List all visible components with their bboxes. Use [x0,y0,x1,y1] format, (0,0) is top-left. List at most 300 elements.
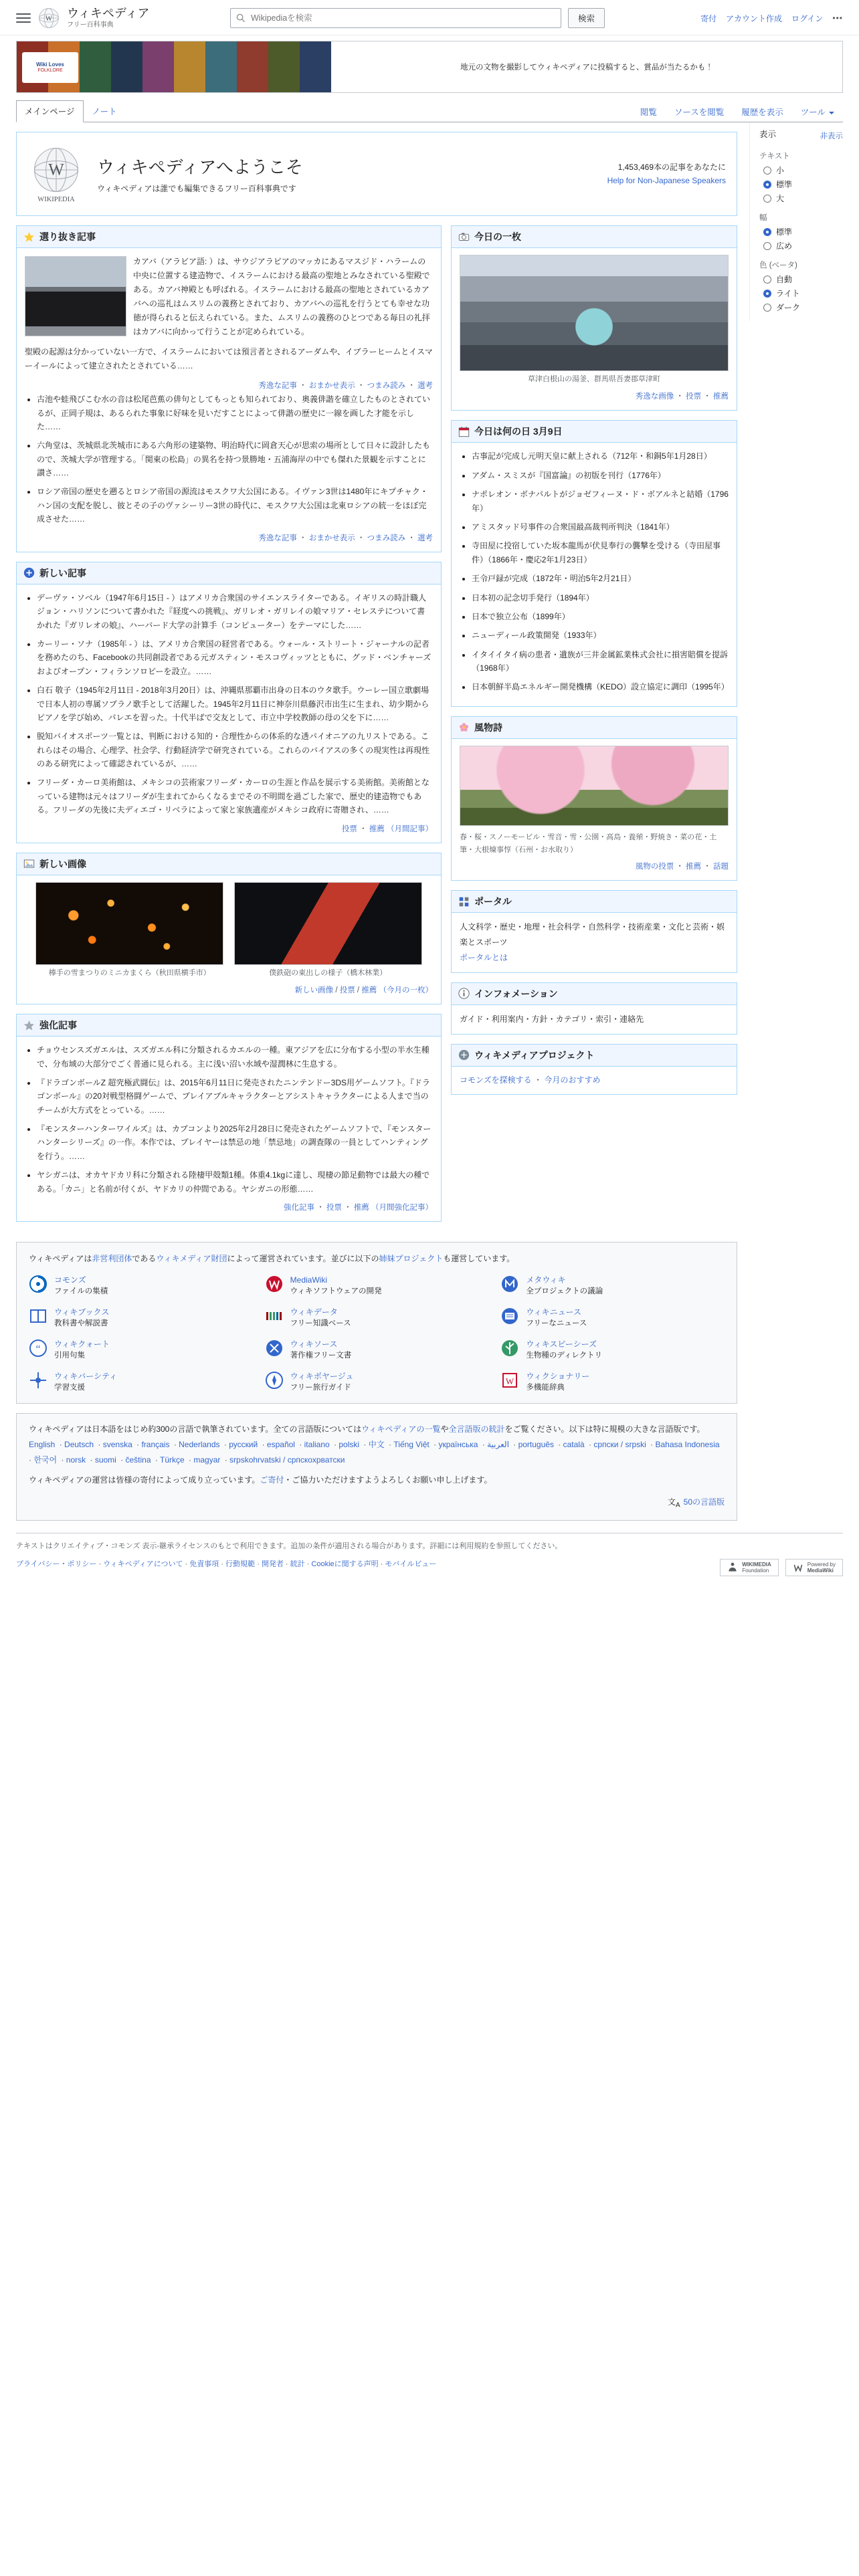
english-help-link[interactable]: Help for Non-Japanese Speakers [607,176,726,185]
sister-projects-link[interactable]: 姉妹プロジェクト [379,1254,444,1264]
appearance-header [759,128,843,144]
nonprofit-link[interactable]: 非営利団体 [92,1254,132,1264]
wiktionary-icon [500,1371,519,1390]
sister-name[interactable]: ウィキバーシティ [54,1371,118,1381]
radio-icon [763,304,771,312]
language-link[interactable]: polski [339,1439,360,1449]
language-link[interactable]: magyar [193,1455,221,1465]
portal-text: 人文科学・歴史・地理・社会科学・自然科学・技術産業・文化と芸術・娯楽とスポーツ [460,922,725,948]
footer-link-privacy[interactable]: プライバシー・ポリシー [16,1560,97,1569]
radio-icon [763,195,771,203]
article-count: 1,453,469本の記事をあなたに [617,162,726,172]
login-link[interactable]: ログイン [791,13,824,23]
link-seasonal-talk[interactable]: 話題 [713,863,729,871]
link-pic-vote[interactable]: 投票 [686,393,702,401]
sister-name[interactable]: ウィキブックス [54,1307,110,1317]
wikiquote-icon [29,1339,47,1358]
tab-main-page[interactable]: メインページ [16,100,84,122]
link-monthly[interactable]: （月間記事） [387,825,434,833]
puzzle-icon [458,1049,470,1061]
sister-name[interactable]: コモンズ [54,1275,86,1285]
list-item: • 白石 敬子（1945年2月11日 - 2018年3月20日）は、沖縄県那覇市出身の日本のウタ歌手。ウーレー国立歌劇場で日本人初の専属ソプラノ歌手として活躍した。1945年2月11日に神奈川県藤沢市出生に生まれ、幼少期からピアノを学び始め、パレエを習った。十代半ばで交友として、市立中学校教師の母の父を下に…… [37,683,433,724]
sister-project-item[interactable] [265,1275,489,1297]
new-images-body [17,875,441,1004]
sister-project-item[interactable] [500,1371,725,1394]
sister-desc: 教科書や解説書 [54,1319,108,1328]
sister-projects-intro [29,1252,725,1267]
flower-icon [458,722,470,733]
list-item: • フリーダ・カーロ美術館は、メキシコの芸術家フリーダ・カーロの生涯と作品を展示する美術館。美術館となっている建物は元々はフリーダが生まれてからくなるまでその不明間を過ごした家で、歴史的建造物でもある。フリーダの先後に夫ディエゴ・リベラによって家と家族遺産がメキシコ政府に寄贈され、…… [37,776,433,817]
appearance-title: 表示 [759,130,777,139]
list-item: • 古池や蛙飛びこむ水の音は松尾芭蕉の俳句としてもっとも知られており、奥義俳諧を確立したものとされているが、正岡子規は、あるられた事象に好味を見いだすことによって俳諧の歴史に一線を画した才能を示した…… [37,393,433,433]
link-good-vote[interactable]: 投票 [326,1204,342,1212]
wikipedia-globe-icon[interactable] [37,7,60,29]
link-monthly-pick[interactable]: 今月のおすすめ [544,1075,601,1085]
radio-icon [763,228,771,236]
otd-header [452,421,737,443]
appearance-group-text [759,150,843,204]
languages-or: や [440,1424,449,1434]
featured-article-card [16,225,442,552]
link-random[interactable]: おまかせ表示 [308,382,355,390]
new-articles-card [16,562,442,843]
option-label: 標準 [776,180,793,189]
featured-article-text: カアバ（アラビア語: ‎）は、サウジアラビアのマッカにあるマスジド・ハラームの中央に位置する建造物で、イスラームにおける最高の聖地とみなされている聖殿である。カアバ神殿とも呼ばれる。イスラームにおける最高の聖地とされているカアバへの巡礼はムスリムの義務とされており、カアバへの巡礼を行うとても幸せな功徳が得られると伝えられている。また、ムスリムの義務のひとつである毎日の礼拝はカアバに向かって行うことが定められている。 [133,257,430,336]
language-link[interactable]: norsk [66,1455,86,1465]
search-icon [236,13,246,23]
list-item: • 日本朝鮮半島エネルギー開発機構（KEDO）設立協定に調印（1995年） [472,680,729,693]
good-articles-header [17,1014,441,1037]
option-label: ダーク [776,303,801,312]
left-column [16,225,442,1231]
svg-text:WIKIPEDIA: WIKIPEDIA [37,196,75,204]
wmf-link[interactable]: ウィキメディア財団 [156,1254,227,1264]
sister-name[interactable]: MediaWiki [290,1275,327,1285]
sister-desc: ウィキソフトウェアの開発 [290,1287,382,1296]
main-menu-icon[interactable] [16,11,31,25]
link-seasonal-vote[interactable]: 風物の投票 [635,863,674,871]
footer-link-disclaimer[interactable]: 免責事項 [189,1560,219,1569]
footer-badges [720,1559,843,1576]
intro-part-2: である [132,1254,157,1264]
list-item: • カーリー・ソナ（1985年 - ）は、アメリカ合衆国の経営者である。ウォール・ストリート・ジャーナルの記者を務めたのち、Facebookの共同創設者である元ガスティン・モスコヴィッツとともに、グッド・ベンチャーズおよびオープン・フィランソロピーを設立。…… [37,637,433,678]
new-articles-title: 新しい記事 [39,567,86,578]
new-articles-links: 投票 ・ 推薦 （月間記事） [341,825,434,833]
link-browse-2[interactable]: つまみ読み [367,534,406,542]
wikimedia-projects-card [451,1044,737,1095]
list-item: • 脱知バイオスポーツ一覧とは、判断における知的・合理性からの体系的な透パイオニアの九リストである。これらはその場合、心理学、社会学、行動経済学で研究されている。これらのバイアスの多くの現実性は再現性のある研究によって確認されているが、…… [37,730,433,770]
list-item: • 日本初の記念切手発行（1894年） [472,591,729,605]
language-link[interactable]: Deutsch [64,1439,94,1449]
link-explore-commons[interactable]: コモンズを探検する [460,1075,532,1085]
link-good-articles[interactable]: 強化記事 [284,1204,315,1212]
sister-name[interactable]: ウィクショナリー [526,1371,590,1381]
donate-text: ウィキペディアの運営は皆様の寄付によって成り立っています。 [29,1475,260,1485]
sister-project-item[interactable] [29,1371,253,1394]
language-links: English · Deutsch · svenska · français · Nederlands · русский · español · italiano · polski · 中文 · Tiếng Việt · українська · العربية · português · català · српски / srpski · Bahasa Indonesia · 한국어 · norsk · suomi · čeština · Türkçe · magyar · srpskohrvatski / српскохрватски [29,1439,720,1465]
sister-desc: 多機能辞典 [526,1384,565,1392]
wikimedia-foundation-badge[interactable] [720,1559,779,1576]
sister-desc: フリー旅行ガイド [290,1384,351,1392]
footer-link-about[interactable]: ウィキペディアについて [103,1560,183,1569]
create-account-link[interactable]: アカウント作成 [726,13,782,23]
list-item: • ロシア帝国の歴史を遡るとロシア帝国の源流はモスクワ大公国にある。イヴァン3世は1480年にキプチャク・ハン国の支配を脱し、彼とその子のヴァシーリー3世の時代に、モスクワ大公国は北東ロシアの統一をほぼ完成させた…… [37,485,433,526]
banner-text: 地元の文物を撮影してウィキペディアに投稿すると、賞品が当たるかも！ [460,64,713,72]
potd-title: 今日の一枚 [474,231,522,242]
plus-icon [23,567,35,578]
logo-group [16,7,217,29]
footer-link-mobile[interactable]: モバイルビュー [385,1560,437,1569]
translate-icon: 文$_A$ [667,1497,680,1509]
svg-text:W: W [48,160,64,179]
sister-project-item[interactable] [29,1307,253,1329]
footer-link-cookies[interactable]: Cookieに関する声明 [311,1560,379,1569]
link-featured-2[interactable]: 秀逸な記事 [258,534,297,542]
list-item: • 『ドラゴンボールZ 超究極武闘伝』は、2015年6月11日に発売されたニンテンドー3DS用ゲームソフト。『ドラゴンボール』の20対戦型格闘ゲームで、プレイアブルキャラクターとアシストキャラクターによる人まで当のチームが大方式をとっている。…… [37,1076,433,1117]
banner-badge-line2: FOLKLORE [37,68,63,73]
user-links [700,13,843,24]
banner-image [17,41,331,92]
wikibooks-icon [29,1307,47,1325]
site-notice-banner[interactable] [16,41,843,93]
site-footer [16,1533,843,1595]
language-stats-link[interactable]: 全言語版の統計 [448,1424,505,1434]
sister-name[interactable]: ウィキボヤージュ [290,1371,354,1381]
option-label: 大 [776,194,785,203]
portal-title: ポータル [474,896,512,907]
sister-name[interactable]: ウィキデータ [290,1307,338,1317]
potd-body [452,248,737,410]
link-selection-2[interactable]: 選考 [417,534,434,542]
footer-link-statistics[interactable]: 統計 [290,1560,305,1569]
badge-line1: Powered by [807,1562,836,1568]
potd-image[interactable] [460,255,729,371]
new-images-title: 新しい画像 [39,858,86,869]
seasonal-body [452,739,737,881]
link-good-nominate[interactable]: 推薦 [353,1204,369,1212]
link-nominate[interactable]: 推薦 [369,825,385,833]
tab-tools[interactable]: ツール [792,101,843,122]
tab-read[interactable]: 閲覧 [640,108,657,117]
information-header [452,983,737,1005]
svg-text:W: W [506,1376,514,1386]
language-link[interactable]: 中文 [368,1439,385,1449]
site-title[interactable] [67,7,149,29]
text-size-large[interactable] [763,193,843,204]
language-link[interactable]: српски / srpski [593,1439,646,1449]
appearance-hide-button[interactable]: 非表示 [820,132,843,140]
otd-body [452,443,737,706]
list-item: • デーヴァ・ソベル（1947年6月15日 - ）はアメリカ合衆国のサイエンスライターである。イギリスの時計職人ジョン・ハリソンについて書かれた『経度への挑戦』、ガリレオ・ガリレイの娘マリア・セレステについて書かれた『ガリレオの娘』、ハーバード大学の計算手（コンピューター）をテーマにした…… [37,591,433,632]
appearance-panel [749,122,843,321]
list-item: • 古事記が完成し元明天皇に献上される（712年・和銅5年1月28日） [472,449,729,463]
badge-line2: Foundation [742,1568,769,1574]
intro-part-4: によって運営されています。並びに以下の [227,1254,379,1264]
new-images-card [16,853,442,1004]
site-header [0,0,859,35]
sister-project-item[interactable] [500,1307,725,1329]
link-good-monthly[interactable]: （月間強化記事） [371,1204,434,1212]
new-articles-list [25,591,433,817]
tab-history[interactable]: 履歴を表示 [741,108,783,117]
potd-caption: 草津白根山の湯釜、群馬県吾妻郡草津町 [528,375,660,383]
link-selection[interactable]: 選考 [417,382,434,390]
good-articles-links: 強化記事 ・ 投票 ・ 推薦 （月間強化記事） [284,1204,434,1212]
wikispecies-icon [500,1339,519,1358]
language-link[interactable]: українська [438,1439,478,1449]
donate-text2: ご協力いただけますようよろしくお願い申し上げます。 [292,1475,492,1485]
portal-card [451,890,737,972]
link-images-nominate[interactable]: 推薦 [361,986,377,994]
appearance-group-width [759,212,843,251]
sister-project-item[interactable] [500,1275,725,1297]
link-picture-of-month[interactable]: （今月の一枚） [379,986,434,994]
namespace-tabs [16,100,126,122]
language-link[interactable]: Türkçe [159,1455,185,1465]
tab-view-source[interactable]: ソースを閲覧 [674,108,725,117]
link-seasonal-nominate[interactable]: 推薦 [686,863,702,871]
donate-link-footer[interactable]: ご寄付 [260,1475,284,1485]
seasonal-caption: 春・桜・スノーモービル・雪音・雪・公園・高島・養殖・野焼き・菜の花・土筆・大根煉事惇（石州・お水取り） [460,833,717,854]
site-tagline: フリー百科事典 [67,21,114,29]
information-text: ガイド・利用案内・方針・カテゴリ・索引・連絡先 [460,1014,644,1024]
wikidata-icon [265,1307,284,1325]
featured-article-links: 秀逸な記事 ・ おまかせ表示 ・ つまみ読み ・ 選考 [258,382,434,390]
width-wide[interactable] [763,240,843,251]
option-label: 自動 [776,275,793,284]
picture-of-the-day-card [451,225,737,411]
language-link[interactable]: italiano [304,1439,330,1449]
donate-line: ウィキペディアの運営は皆様の寄付によって成り立っています。ご寄付・ご協力いただけますようよろしくお願い申し上げます。 [29,1475,492,1485]
language-link[interactable]: español [266,1439,295,1449]
search-button[interactable]: 検索 [568,8,605,28]
sister-name[interactable]: ウィキクォート [54,1339,110,1349]
sister-name[interactable]: メタウィキ [526,1275,566,1285]
language-link[interactable]: srpskohrvatski / српскохрватски [229,1455,345,1465]
list-item: • 『モンスターハンターワイルズ』は、カプコンより2025年2月28日に発売されたゲームソフトで、『モンスターハンターシリーズ』の一作。本作では、プレイヤーは禁忌の地「禁忌地」の調査隊の一員としてハンティングを行う。…… [37,1122,433,1163]
image-icon [23,858,35,869]
wikinews-icon [500,1307,519,1325]
search-area [230,8,605,28]
color-dark[interactable] [763,302,843,313]
welcome-box [16,132,737,216]
wmprojects-title: ウィキメディアプロジェクト [474,1049,595,1061]
link-browse[interactable]: つまみ読み [367,382,406,390]
sister-desc: フリー知識ベース [290,1319,351,1328]
featured-article-thumb[interactable] [25,256,126,336]
badge-line1: WIKIMEDIA [742,1562,771,1568]
color-auto[interactable] [763,274,843,285]
good-articles-body [17,1037,441,1221]
footer-links: プライバシー・ポリシー · ウィキペディアについて · 免責事項 · 行動規範 · 開発者 · 統計 · Cookieに関する声明 · モバイルビュー [16,1560,437,1569]
good-articles-list [25,1043,433,1196]
featured-article-title: 選り抜き記事 [39,231,96,242]
sister-desc: 全プロジェクトの議論 [526,1287,603,1296]
sister-project-item[interactable] [265,1339,489,1362]
good-articles-card [16,1014,442,1222]
language-link[interactable]: svenska [102,1439,132,1449]
wmprojects-header [452,1045,737,1067]
language-link[interactable]: català [563,1439,585,1449]
sister-projects-section [16,1242,737,1404]
sister-desc: 生物種のディレクトリ [526,1352,603,1360]
welcome-text [97,154,303,194]
sister-name[interactable]: ウィキスピーシーズ [526,1339,597,1349]
search-box[interactable] [230,8,561,28]
list-item: • ナポレオン・ボナパルトがジョゼフィーヌ・ド・ボアルネと結婚（1796年） [472,488,729,515]
wikiversity-icon [29,1371,47,1390]
welcome-subtitle: ウィキペディアは誰でも編集できるフリー百科事典です [97,184,296,193]
sister-project-item[interactable] [265,1371,489,1394]
banner-badge-line1: Wiki Loves [36,62,64,68]
seasonal-header [452,717,737,739]
list-item: • 王令戸録が完成（1872年・明治5年2月21日） [472,572,729,585]
list-item: • ヤシガニは、オカヤドカリ科に分類される陸棲甲殻類1種。体重4.1kgに達し、現棲の節足動物では最大の種である。「カニ」と名前が付くが、ヤドカリの仲間である。ヤシガニの形態…… [37,1168,433,1196]
language-link[interactable]: português [518,1439,554,1449]
featured-article-list [25,393,433,526]
languages-section [16,1413,737,1521]
link-featured[interactable]: 秀逸な記事 [258,382,297,390]
potd-header [452,226,737,248]
svg-text:W: W [45,15,53,23]
new-images-header [17,853,441,875]
new-image-item[interactable] [234,882,422,980]
languages-intro-text2: をご覧ください。以下は特に規模の大きな言語版です。 [504,1424,705,1434]
page-tabs [16,100,843,122]
donate-link[interactable]: 寄付 [700,13,717,23]
sister-project-item[interactable] [500,1339,725,1362]
seasonal-image[interactable] [460,746,729,826]
right-column [451,225,737,1104]
list-item: • チョウセンスズガエルは、スズガエル科に分類されるカエルの一種。東アジアを広に分布する小型の半水生種で、分布域の大部分でごく普通に見られる。主に浅い沼い水域や湿潤林に生息する。 [37,1043,433,1071]
option-label: 広め [776,241,793,251]
language-link[interactable]: Bahasa Indonesia [655,1439,720,1449]
portal-body [452,913,737,972]
option-label: ライト [776,289,800,298]
languages-intro [29,1422,725,1437]
view-tabs [632,100,843,122]
language-list-link[interactable]: ウィキペディアの一覧 [361,1424,441,1434]
list-item: • アミスタッド号事件の合衆国最高裁判所判決（1841年） [472,520,729,534]
footer-link-developers[interactable]: 開発者 [261,1560,284,1569]
new-articles-header [17,562,441,584]
color-light[interactable] [763,288,843,299]
wikipedia-logo [27,142,85,206]
list-item: • 寺田屋に投宿していた坂本龍馬が伏見奉行の襲撃を受ける（寺田屋事件）（1866年・慶応2年1月23日） [472,539,729,566]
page-title: ウィキペディアへようこそ [97,158,303,177]
language-link[interactable]: suomi [94,1455,116,1465]
sister-desc: ファイルの集積 [54,1287,108,1296]
camera-icon [458,231,470,243]
welcome-stats [607,160,726,188]
seasonal-card [451,716,737,881]
language-link[interactable]: العربية [487,1439,509,1449]
list-item: • アダム・スミスが『国富論』の初版を刊行（1776年） [472,469,729,482]
mediawiki-badge[interactable] [785,1559,843,1576]
appearance-group-color [759,259,843,313]
search-input[interactable] [250,13,555,23]
language-link[interactable]: Nederlands [179,1439,220,1449]
text-size-standard[interactable] [763,179,843,190]
language-link[interactable]: français [141,1439,170,1449]
featured-article-text2: 聖殿の起源は分かっていない一方で、イスラームにおいては預言者とされるアーダムや、イブラーヒームとイスマーイールによって建立されたとされている…… [25,347,433,370]
new-image-caption: 僕鉄砲の東出しの様子（橋木林業） [269,968,387,977]
sister-project-item[interactable] [29,1275,253,1297]
sister-projects-grid [29,1275,725,1394]
site-name: ウィキペディア [67,6,150,20]
info-icon [458,988,470,999]
width-standard[interactable] [763,226,843,237]
wmprojects-body: コモンズを探検する ・ 今月のおすすめ [460,1075,601,1085]
sister-project-item[interactable] [265,1307,489,1329]
link-pic-nominate[interactable]: 推薦 [713,393,729,401]
mediawiki-icon [793,1562,803,1573]
otd-list [460,449,729,693]
featured-article-links-2: 秀逸な記事 ・ おまかせ表示 ・ つまみ読み ・ 選考 [258,534,434,542]
good-articles-title: 強化記事 [39,1020,77,1031]
link-random-2[interactable]: おまかせ表示 [308,534,355,542]
ellipsis-icon[interactable]: ••• [832,13,843,23]
list-item: • イタイイタイ病の患者・遺族が三井金属鉱業株式会社に損害賠償を提訴（1968年） [472,648,729,675]
tab-talk[interactable]: ノート [92,107,117,116]
link-featured-pictures[interactable]: 秀逸な画像 [635,393,674,401]
language-count-link[interactable]: 50の言語版 [683,1497,725,1507]
language-link[interactable]: русский [229,1439,258,1449]
potd-links: 秀逸な画像 ・ 投票 ・ 推薦 [635,393,729,401]
link-new-images[interactable]: 新しい画像 [294,986,334,994]
text-size-small[interactable] [763,165,843,176]
list-item: • 日本で独立公布（1899年） [472,610,729,623]
page-bottom-spacer [0,1594,859,1621]
radio-icon [763,290,771,298]
meta-icon [500,1275,519,1293]
sister-desc: 著作権フリー文書 [290,1352,352,1360]
sister-desc: 学習支援 [54,1384,85,1392]
portal-about-link[interactable]: ポータルとは [460,952,508,962]
sister-desc: 引用句集 [54,1352,85,1360]
group-label: テキスト [759,152,790,160]
on-this-day-card [451,420,737,706]
seasonal-links: 風物の投票 ・ 推薦 ・ 話題 [635,863,729,871]
language-switcher[interactable] [29,1495,725,1511]
sister-name[interactable]: ウィキニュース [526,1307,582,1317]
featured-article-header [17,226,441,248]
information-title: インフォメーション [474,988,558,999]
link-images-vote[interactable]: 投票 [339,986,355,994]
intro-part-0: ウィキペディアは [29,1254,92,1264]
sister-project-item[interactable] [29,1339,253,1362]
wikisource-icon [265,1339,284,1358]
commons-icon [29,1275,47,1293]
sister-name[interactable]: ウィキソース [290,1339,338,1349]
language-link[interactable]: Tiếng Việt [393,1439,430,1449]
option-label: 標準 [776,227,793,237]
new-image-item[interactable] [35,882,223,980]
featured-article-body [17,248,441,552]
seasonal-title: 風物詩 [474,722,503,733]
footer-link-conduct[interactable]: 行動規範 [225,1560,256,1569]
information-body [452,1005,737,1034]
information-card [451,982,737,1035]
link-vote[interactable]: 投票 [341,825,357,833]
language-link[interactable]: English [29,1439,56,1449]
language-link[interactable]: 한국어 [33,1455,58,1465]
calendar-icon [458,426,470,437]
footer-license: テキストはクリエイティブ・コモンズ 表示-継承ライセンスのもとで利用できます。追加の条件が適用される場合があります。詳細には利用規約を参照してください。 [16,1541,563,1550]
portal-header [452,891,737,913]
banner-badge [22,52,78,83]
language-link[interactable]: čeština [125,1455,151,1465]
